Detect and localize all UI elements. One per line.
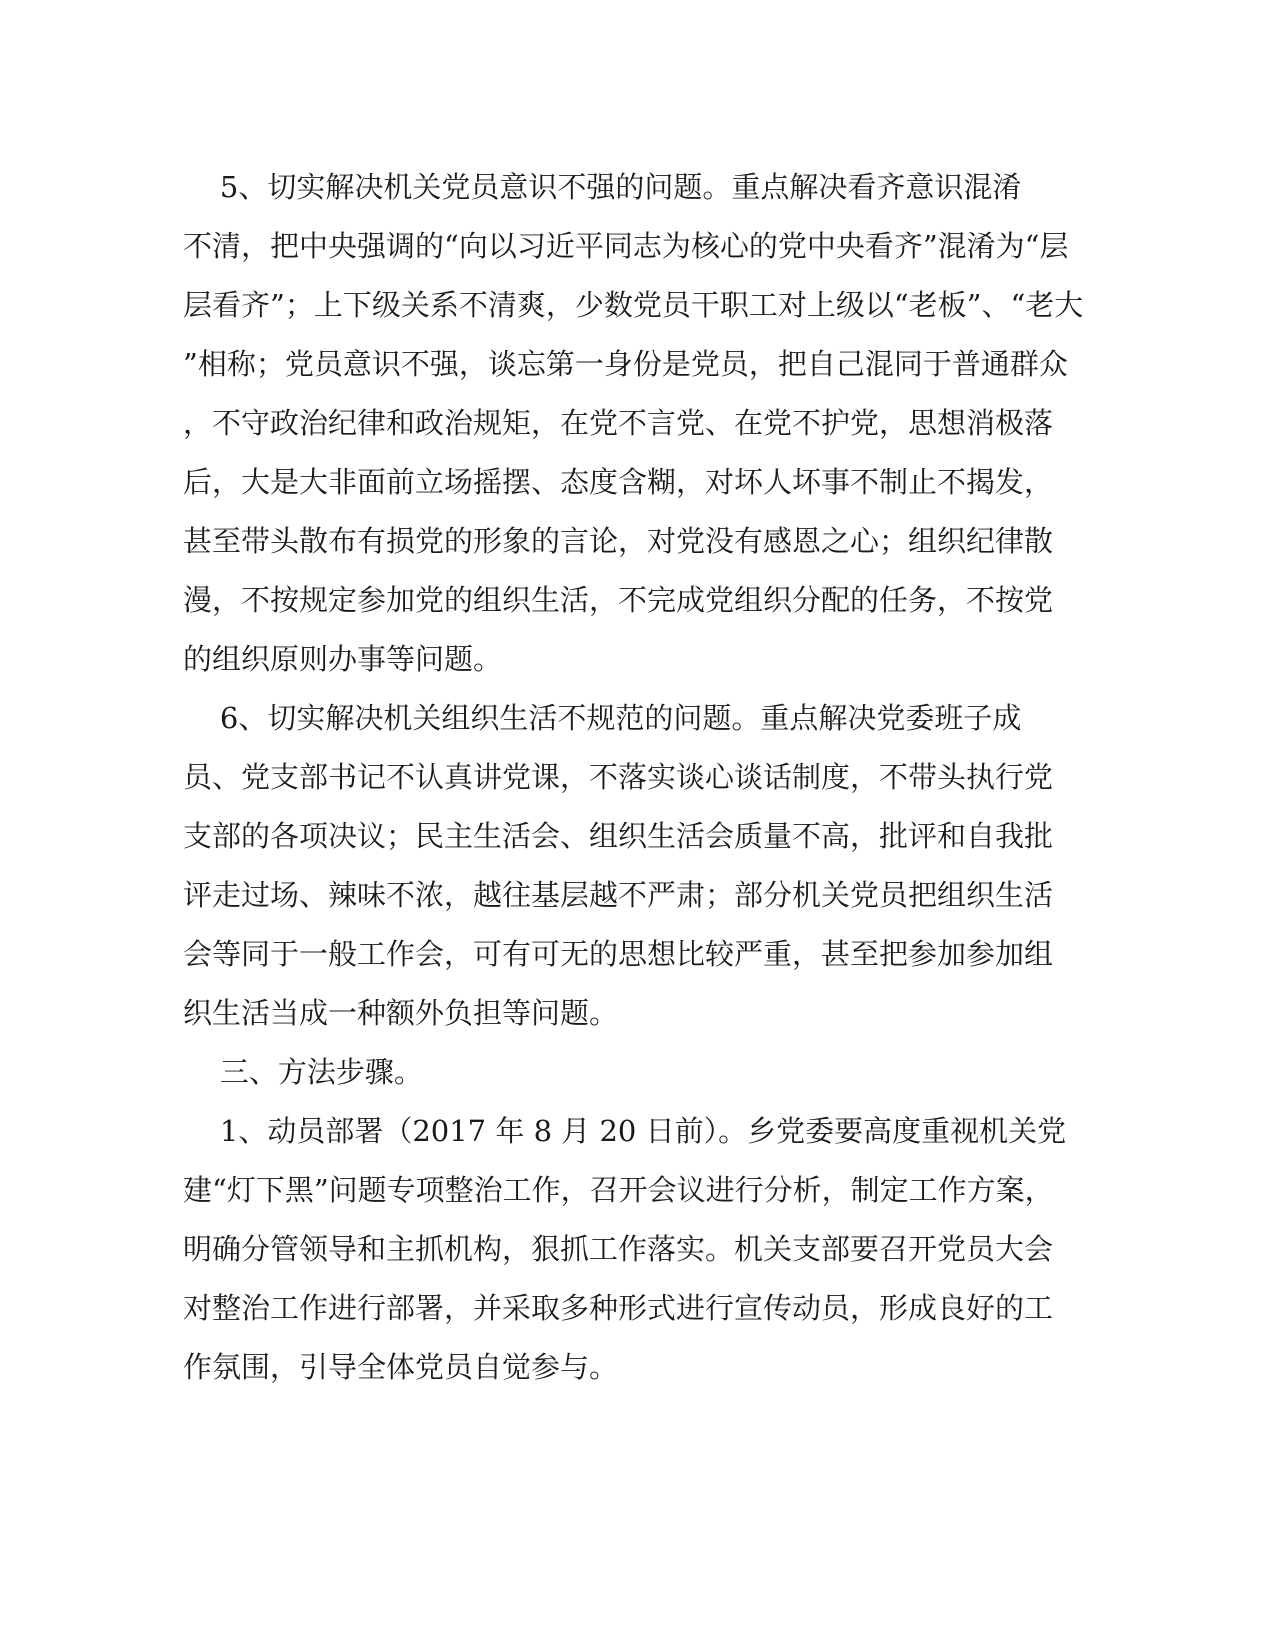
text-line: 1、动员部署（2017 年 8 月 20 日前）。乡党委要高度重视机关党 [183, 1114, 1067, 1148]
text-line: 不清，把中央强调的“向以习近平同志为核心的党中央看齐”混淆为“层 [183, 229, 1069, 263]
text-line: 后，大是大非面前立场摇摆、态度含糊，对坏人坏事不制止不揭发， [183, 465, 1054, 499]
text-line: 会等同于一般工作会，可有可无的思想比较严重，甚至把参加参加组 [183, 937, 1054, 971]
text-line: 的组织原则办事等问题。 [183, 642, 503, 676]
text-line: ，不守政治纪律和政治规矩，在党不言党、在党不护党，思想消极落 [183, 406, 1054, 440]
body-text [183, 158, 1084, 1397]
section-heading: 三、方法步骤。 [183, 1055, 423, 1089]
text-line: 支部的各项决议；民主生活会、组织生活会质量不高，批评和自我批 [183, 819, 1054, 853]
text-line: ”相称；党员意识不强，谈忘第一身份是党员，把自己混同于普通群众 [183, 347, 1068, 381]
text-line: 甚至带头散布有损党的形象的言论，对党没有感恩之心；组织纪律散 [183, 524, 1054, 558]
text-line: 漫，不按规定参加党的组织生活，不完成党组织分配的任务，不按党 [183, 583, 1054, 617]
text-line: 织生活当成一种额外负担等问题。 [183, 996, 619, 1030]
text-line: 明确分管领导和主抓机构，狠抓工作落实。机关支部要召开党员大会 [183, 1232, 1054, 1266]
text-line: 作氛围，引导全体党员自觉参与。 [183, 1350, 619, 1384]
text-line: 6、切实解决机关组织生活不规范的问题。重点解决党委班子成 [183, 701, 1022, 735]
text-line: 5、切实解决机关党员意识不强的问题。重点解决看齐意识混淆 [183, 170, 1022, 204]
text-line: 层看齐”；上下级关系不清爽，少数党员干职工对上级以“老板”、“老大 [183, 288, 1084, 322]
text-line: 评走过场、辣味不浓，越往基层越不严肃；部分机关党员把组织生活 [183, 878, 1054, 912]
text-line: 建“灯下黑”问题专项整治工作，召开会议进行分析，制定工作方案， [183, 1173, 1054, 1207]
text-line: 员、党支部书记不认真讲党课，不落实谈心谈话制度，不带头执行党 [183, 760, 1054, 794]
text-line: 对整治工作进行部署，并采取多种形式进行宣传动员，形成良好的工 [183, 1291, 1054, 1325]
